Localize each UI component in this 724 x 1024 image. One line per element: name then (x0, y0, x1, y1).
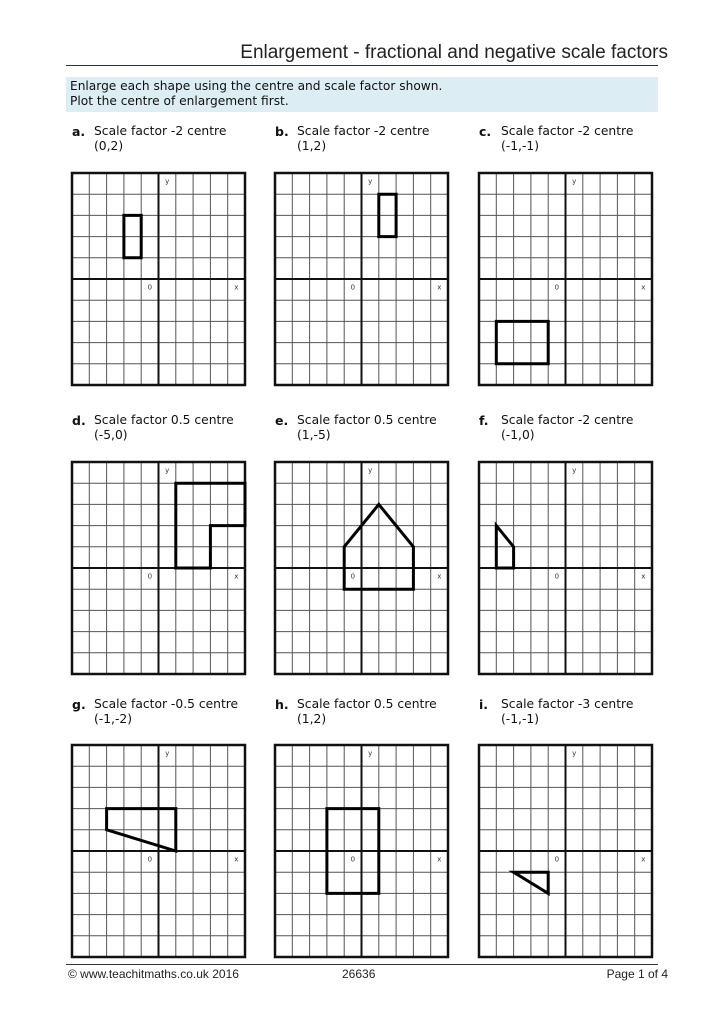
coordinate-grid[interactable] (273, 171, 450, 387)
centre-coordinates: (-1,-1) (501, 712, 540, 726)
y-axis-label: y (572, 177, 577, 186)
x-axis-label: x (641, 572, 646, 581)
scale-factor-text: Scale factor -0.5 centre (94, 697, 239, 711)
coordinate-grid[interactable] (477, 171, 654, 387)
title-divider (66, 65, 658, 66)
y-axis-label: y (368, 749, 373, 758)
scale-factor-text: Scale factor 0.5 centre (297, 697, 437, 711)
origin-label: 0 (350, 283, 356, 292)
centre-coordinates: (-1,-2) (94, 712, 133, 726)
x-axis-label: x (437, 855, 442, 864)
origin-label: 0 (147, 283, 153, 292)
instruction-line-1: Enlarge each shape using the centre and scale factor shown. (70, 79, 443, 93)
centre-coordinates: (1,-5) (297, 428, 331, 442)
scale-factor-text: Scale factor -2 centre (501, 124, 634, 138)
x-axis-label: x (437, 283, 442, 292)
y-axis-label: y (572, 749, 577, 758)
page-title: Enlargement - fractional and negative scale factors (240, 42, 668, 63)
x-axis-label: x (234, 855, 239, 864)
question-letter: e. (275, 413, 289, 428)
question-letter: b. (275, 124, 289, 139)
y-axis-label: y (368, 466, 373, 475)
centre-coordinates: (1,2) (297, 139, 327, 153)
question-letter: g. (72, 697, 86, 712)
origin-label: 0 (147, 572, 153, 581)
coordinate-grid[interactable] (70, 171, 247, 387)
centre-coordinates: (-1,-1) (501, 139, 540, 153)
x-axis-label: x (234, 283, 239, 292)
centre-coordinates: (1,2) (297, 712, 327, 726)
y-axis-label: y (165, 466, 170, 475)
centre-coordinates: (0,2) (94, 139, 124, 153)
y-axis-label: y (368, 177, 373, 186)
scale-factor-text: Scale factor -3 centre (501, 697, 634, 711)
origin-label: 0 (554, 572, 560, 581)
question-letter: h. (275, 697, 289, 712)
origin-label: 0 (350, 855, 356, 864)
origin-label: 0 (554, 855, 560, 864)
scale-factor-text: Scale factor 0.5 centre (94, 413, 234, 427)
coordinate-grid[interactable] (273, 460, 450, 676)
scale-factor-text: Scale factor 0.5 centre (297, 413, 437, 427)
coordinate-grid[interactable] (477, 460, 654, 676)
x-axis-label: x (234, 572, 239, 581)
x-axis-label: x (641, 855, 646, 864)
centre-coordinates: (-5,0) (94, 428, 128, 442)
x-axis-label: x (437, 572, 442, 581)
question-letter: f. (479, 413, 489, 428)
question-letter: a. (72, 124, 86, 139)
question-letter: d. (72, 413, 86, 428)
footer-page-number: Page 1 of 4 (606, 967, 668, 981)
question-letter: i. (479, 697, 489, 712)
scale-factor-text: Scale factor -2 centre (297, 124, 430, 138)
origin-label: 0 (147, 855, 153, 864)
coordinate-grid[interactable] (273, 743, 450, 959)
origin-label: 0 (350, 572, 356, 581)
y-axis-label: y (572, 466, 577, 475)
x-axis-label: x (641, 283, 646, 292)
centre-coordinates: (-1,0) (501, 428, 535, 442)
instruction-line-2: Plot the centre of enlargement first. (70, 94, 289, 108)
scale-factor-text: Scale factor -2 centre (94, 124, 227, 138)
origin-label: 0 (554, 283, 560, 292)
footer-resource-code: 26636 (342, 967, 376, 981)
instructions-box (66, 77, 658, 112)
scale-factor-text: Scale factor -2 centre (501, 413, 634, 427)
footer-copyright: © www.teachitmaths.co.uk 2016 (68, 967, 239, 981)
y-axis-label: y (165, 177, 170, 186)
y-axis-label: y (165, 749, 170, 758)
coordinate-grid[interactable] (70, 460, 247, 676)
footer-divider (66, 964, 658, 965)
coordinate-grid[interactable] (477, 743, 654, 959)
question-letter: c. (479, 124, 492, 139)
coordinate-grid[interactable] (70, 743, 247, 959)
